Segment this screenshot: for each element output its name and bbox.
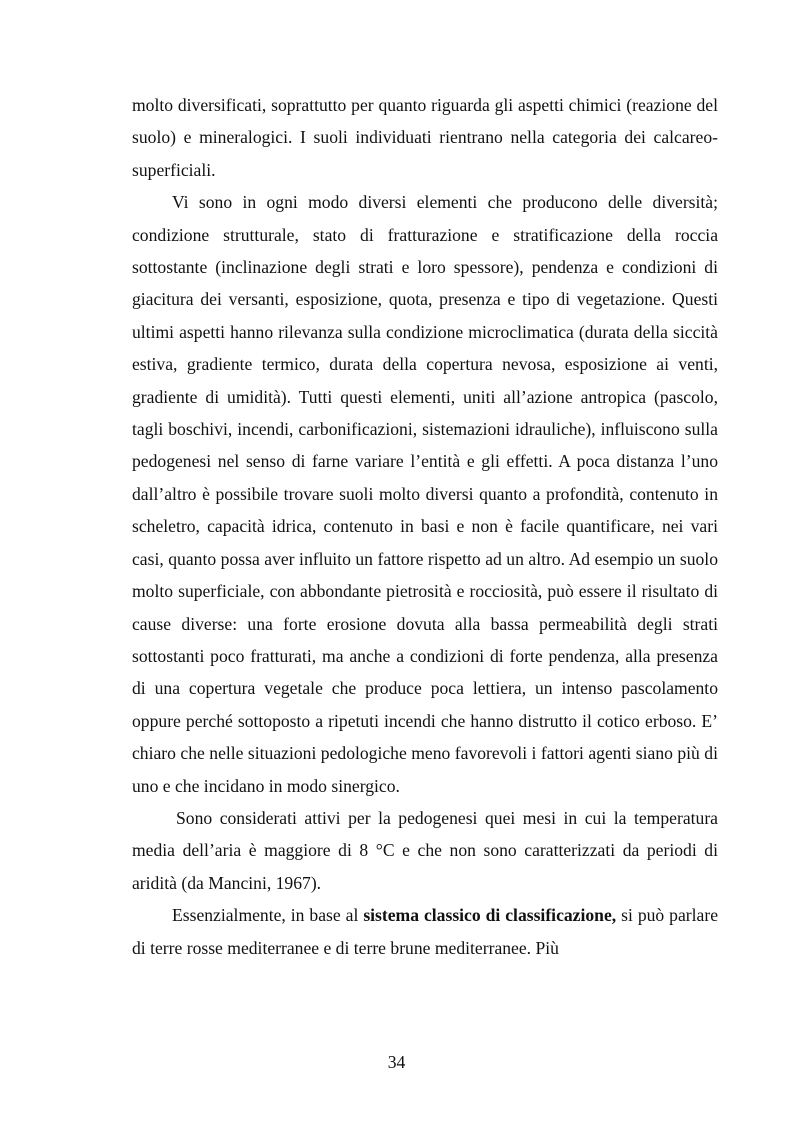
paragraph-2: Vi sono in ogni modo diversi elementi che producono delle diversità; condizione strutturale, stato di fratturazione e stratificazione della roccia sottostante (inclinazione degli strati e loro spessore), pendenza e condizioni di giacitura dei versanti, esposizione, quota, presenza e tipo di vegetazione. Questi ultimi aspetti hanno rilevanza sulla condizione microclimatica (durata della siccità estiva, gradiente termico, durata della copertura nevosa, esposizione ai venti, gradiente di umidità). Tutti questi elementi, uniti all’azione antropica (pascolo, tagli boschivi, incendi, carbonificazioni, sistemazioni idrauliche), influiscono sulla pedogenesi nel senso di farne variare l’entità e gli effetti. A poca distanza l’uno dall’altro è possibile trovare suoli molto diversi quanto a profondità, contenuto in scheletro, capacità idrica, contenuto in basi e non è facile quantificare, nei vari casi, quanto possa aver influito un fattore rispetto ad un altro. Ad esempio un suolo molto superficiale, con abbondante pietrosità e rocciosità, può essere il risultato di cause diverse: una forte erosione dovuta alla bassa permeabilità degli strati sottostanti poco fratturati, ma anche a condizioni di forte pendenza, alla presenza di una copertura vegetale che produce poca lettiera, un intenso pascolamento oppure perché sottoposto a ripetuti incendi che hanno distrutto il cotico erboso. E’ chiaro che nelle situazioni pedologiche meno favorevoli i fattori agenti siano più di uno e che incidano in modo sinergico. — [132, 192, 718, 796]
paragraph-4-lead: Essenzialmente, in base al — [172, 905, 364, 926]
page-number: 34 — [387, 1052, 406, 1072]
classic-classification-system-term: sistema classico di classificazione, — [363, 905, 617, 926]
paragraph-4 — [132, 899, 718, 964]
paragraph-3: Sono considerati attivi per la pedogenesi quei mesi in cui la temperatura media dell’aria è maggiore di 8 °C e che non sono caratterizzati da periodi di aridità (da Mancini, 1967). — [132, 807, 718, 893]
paragraph-4-tail: si può parlare di terre rosse mediterranee e di terre brune mediterranee. Più — [132, 905, 719, 958]
body-text — [132, 89, 718, 964]
paragraph-1: molto diversificati, soprattutto per quanto riguarda gli aspetti chimici (reazione del suolo) e mineralogici. I suoli individuati rientrano nella categoria dei calcareo-superficiali. — [132, 95, 718, 180]
